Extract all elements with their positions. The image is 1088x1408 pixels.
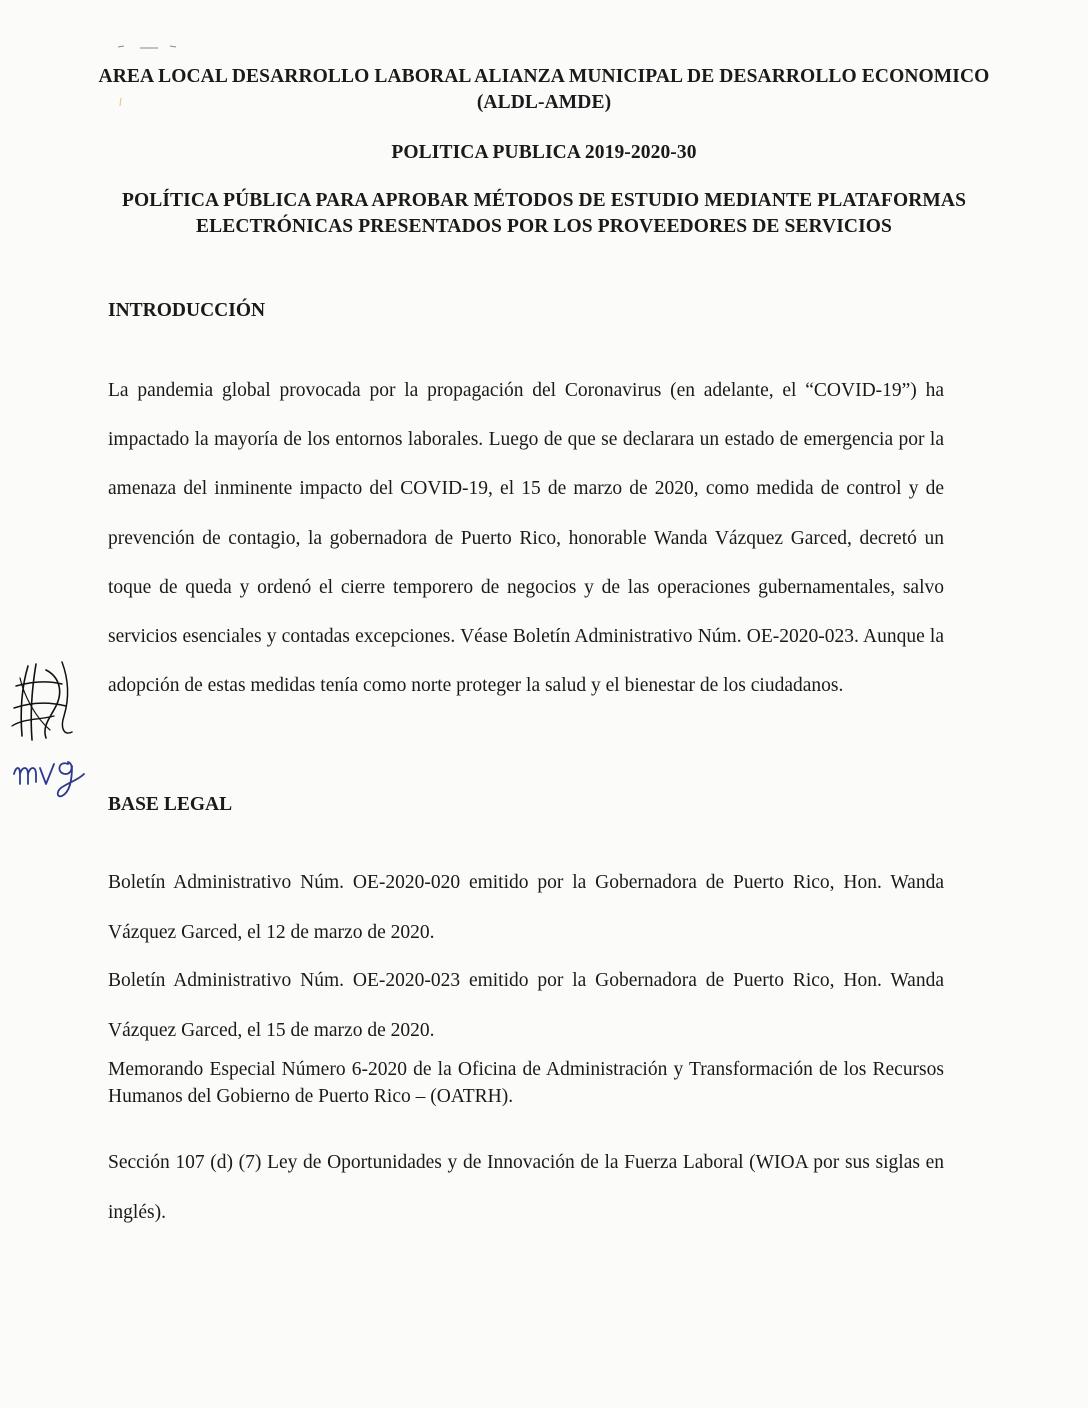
legal-basis-item: Boletín Administrativo Núm. OE-2020-020 emitido por la Gobernadora de Puerto Rico, Hon. Wanda Vázquez Garced, el 12 de marzo de 2020. [108, 872, 944, 943]
introduction-heading: INTRODUCCIÓN [108, 300, 266, 321]
scan-speck-mark [118, 44, 178, 50]
legal-basis-item: Memorando Especial Número 6-2020 de la Oficina de Administración y Transformación de los Recursos Humanos del Gobierno de Puerto Rico – (OATRH). [108, 1059, 944, 1107]
handwritten-initials-signature [6, 656, 96, 806]
legal-basis-item: Sección 107 (d) (7) Ley de Oportunidades y de Innovación de la Fuerza Laboral (WIOA por sus siglas en inglés). [108, 1152, 944, 1223]
policy-title: POLÍTICA PÚBLICA PARA APROBAR MÉTODOS DE ESTUDIO MEDIANTE PLATAFORMAS ELECTRÓNICAS PRESENTADOS POR LOS PROVEEDORES DE SERVICIOS [121, 190, 967, 237]
policy-number: POLITICA PUBLICA 2019-2020-30 [391, 142, 697, 163]
organization-heading: AREA LOCAL DESARROLLO LABORAL ALIANZA MUNICIPAL DE DESARROLLO ECONOMICO (ALDL-AMDE) [98, 66, 990, 113]
legal-basis-item: Boletín Administrativo Núm. OE-2020-023 emitido por la Gobernadora de Puerto Rico, Hon. Wanda Vázquez Garced, el 15 de marzo de 2020. [108, 970, 944, 1041]
introduction-paragraph: La pandemia global provocada por la propagación del Coronavirus (en adelante, el “COVID-19”) ha impactado la mayoría de los entornos laborales. Luego de que se declarara un estado de emergencia por la amenaza del inminente impacto del COVID-19, el 15 de marzo de 2020, como medida de control y de prevención de contagio, la gobernadora de Puerto Rico, honorable Wanda Vázquez Garced, decretó un toque de queda y ordenó el cierre temporero de negocios y de las operaciones gubernamentales, salvo servicios esenciales y contadas excepciones. Véase Boletín Administrativo Núm. OE-2020-023. Aunque la adopción de estas medidas tenía como norte proteger la salud y el bienestar de los ciudadanos. [108, 380, 944, 697]
legal-basis-heading: BASE LEGAL [108, 794, 233, 815]
